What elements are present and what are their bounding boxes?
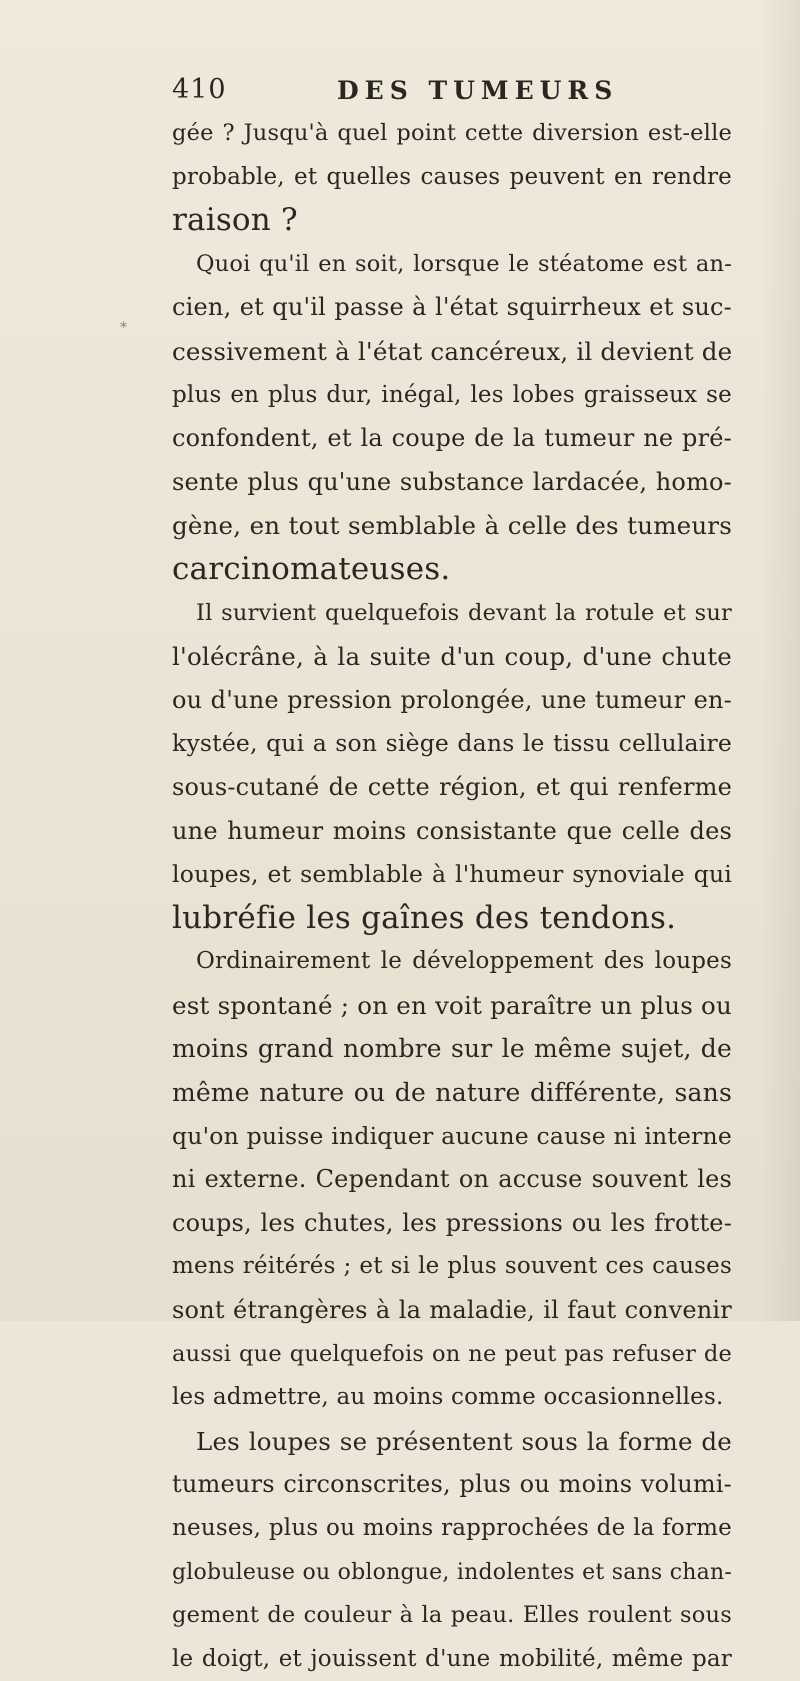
text-line: sont étrangères à la maladie, il faut convenir — [172, 1296, 732, 1325]
text-line: mens réitérés ; et si le plus souvent ces causes — [172, 1253, 732, 1280]
text-line: gène, en tout semblable à celle des tumeurs — [172, 511, 732, 541]
body-text — [172, 112, 732, 1681]
text-line: sous-cutané de cette région, et qui renferme — [172, 772, 732, 801]
text-line: même nature ou de nature différente, sans — [172, 1078, 732, 1108]
text-line: raison ? — [172, 202, 298, 239]
text-line: cessivement à l'état cancéreux, il devient de — [172, 336, 733, 366]
text-line: coups, les chutes, les pressions ou les frotte- — [172, 1208, 732, 1237]
text-line: confondent, et la coupe de la tumeur ne pré- — [172, 424, 732, 453]
text-line: les admettre, au moins comme occasionnelles. — [172, 1384, 724, 1411]
page-edge-shadow — [760, 0, 800, 1321]
paragraph-start: Ordinairement le développement des loupes — [196, 948, 732, 975]
text-line: gement de couleur à la peau. Elles roulent sous — [172, 1602, 732, 1629]
paragraph-start: Les loupes se présentent sous la forme de — [196, 1426, 732, 1456]
text-line: probable, et quelles causes peuvent en rendre — [172, 163, 732, 190]
text-line: cien, et qu'il passe à l'état squirrheux et suc- — [172, 293, 732, 322]
text-line: moins grand nombre sur le même sujet, de — [172, 1034, 732, 1064]
text-line: kystée, qui a son siège dans le tissu cellulaire — [172, 729, 732, 758]
text-line: plus en plus dur, inégal, les lobes graisseux se — [172, 381, 732, 408]
text-line: neuses, plus ou moins rapprochées de la forme — [172, 1515, 732, 1541]
text-line: l'olécrâne, à la suite d'un coup, d'une chute — [172, 642, 732, 672]
page-number: 410 — [172, 74, 227, 105]
text-line: le doigt, et jouissent d'une mobilité, même par — [172, 1645, 732, 1672]
text-line: est spontané ; on en voit paraître un plus ou — [172, 990, 732, 1020]
text-line: gée ? Jusqu'à quel point cette diversion est-elle — [172, 120, 732, 146]
text-line: tumeurs circonscrites, plus ou moins volumi- — [172, 1470, 732, 1499]
text-line: sente plus qu'une substance lardacée, homo- — [172, 467, 732, 496]
paragraph-start: Quoi qu'il en soit, lorsque le stéatome est an- — [196, 250, 732, 277]
text-line: aussi que quelquefois on ne peut pas refuser de — [172, 1340, 732, 1367]
paragraph-start: Il survient quelquefois devant la rotule et sur — [196, 599, 732, 626]
text-line: globuleuse ou oblongue, indolentes et sans chan- — [172, 1559, 732, 1585]
text-line: qu'on puisse indiquer aucune cause ni interne — [172, 1121, 732, 1150]
text-line: ou d'une pression prolongée, une tumeur en- — [172, 685, 732, 714]
text-line: carcinomateuses. — [172, 550, 451, 587]
running-head: DES TUMEURS — [337, 76, 619, 105]
text-line: lubréfie les gaînes des tendons. — [172, 899, 677, 936]
text-line: ni externe. Cependant on accuse souvent les — [172, 1165, 732, 1194]
page-header — [172, 74, 732, 114]
text-line: une humeur moins consistante que celle des — [172, 816, 732, 845]
margin-mark: * — [120, 320, 127, 336]
text-line: loupes, et semblable à l'humeur synoviale qui — [172, 860, 732, 889]
